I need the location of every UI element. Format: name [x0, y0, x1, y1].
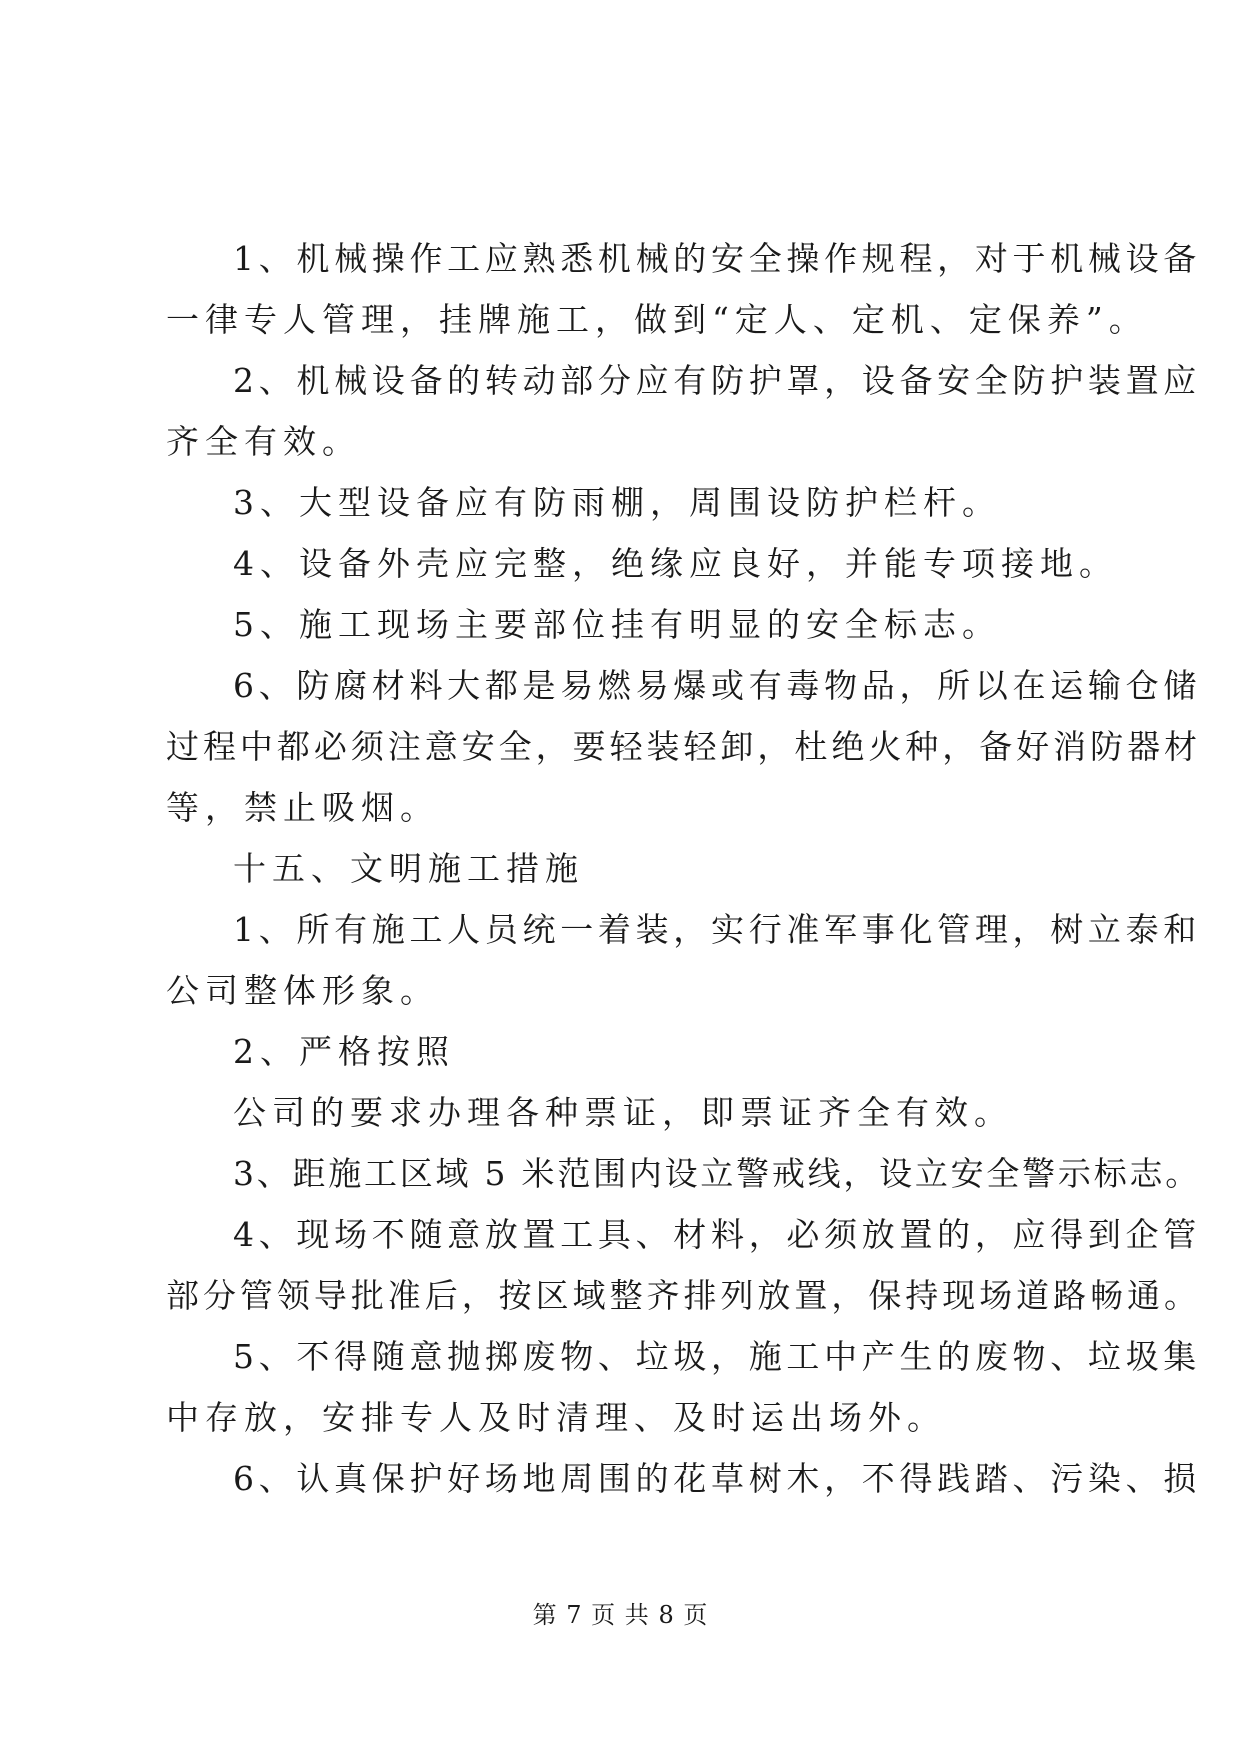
text-line: 3、距施工区域 5 米范围内设立警戒线，设立安全警示标志。: [233, 1154, 1201, 1193]
text-line: 4、现场不随意放置工具、材料，必须放置的，应得到企管: [233, 1215, 1201, 1254]
text-line: 1、机械操作工应熟悉机械的安全操作规程，对于机械设备: [233, 239, 1201, 278]
text-line: 6、防腐材料大都是易燃易爆或有毒物品，所以在运输仓储: [233, 666, 1201, 705]
text-line: 5、施工现场主要部位挂有明显的安全标志。: [233, 605, 1001, 644]
text-line: 十五、文明施工措施: [233, 849, 584, 888]
text-line: 公司的要求办理各种票证，即票证齐全有效。: [233, 1093, 1013, 1132]
text-line: 2、严格按照: [233, 1032, 455, 1071]
text-line: 6、认真保护好场地周围的花草树木，不得践踏、污染、损: [233, 1459, 1201, 1498]
text-line: 5、不得随意抛掷废物、垃圾，施工中产生的废物、垃圾集: [233, 1337, 1201, 1376]
text-line: 1、所有施工人员统一着装，实行准军事化管理，树立泰和: [233, 910, 1201, 949]
text-line: 2、机械设备的转动部分应有防护罩，设备安全防护装置应: [233, 361, 1201, 400]
text-line: 部分管领导批准后，按区域整齐排列放置，保持现场道路畅通。: [166, 1276, 1201, 1315]
text-line: 3、大型设备应有防雨棚，周围设防护栏杆。: [233, 483, 1001, 522]
text-line: 等，禁止吸烟。: [166, 788, 439, 827]
document-body: [166, 228, 1201, 1509]
text-line: 一律专人管理，挂牌施工，做到“定人、定机、定保养”。: [166, 300, 1148, 339]
page-footer: 第 7 页 共 8 页: [532, 1601, 709, 1629]
text-line: 齐全有效。: [166, 422, 361, 461]
text-line: 4、设备外壳应完整，绝缘应良好，并能专项接地。: [233, 544, 1118, 583]
text-line: 公司整体形象。: [166, 971, 439, 1010]
text-line: 过程中都必须注意安全，要轻装轻卸，杜绝火种，备好消防器材: [166, 727, 1201, 766]
text-line: 中存放，安排专人及时清理、及时运出场外。: [166, 1398, 946, 1437]
